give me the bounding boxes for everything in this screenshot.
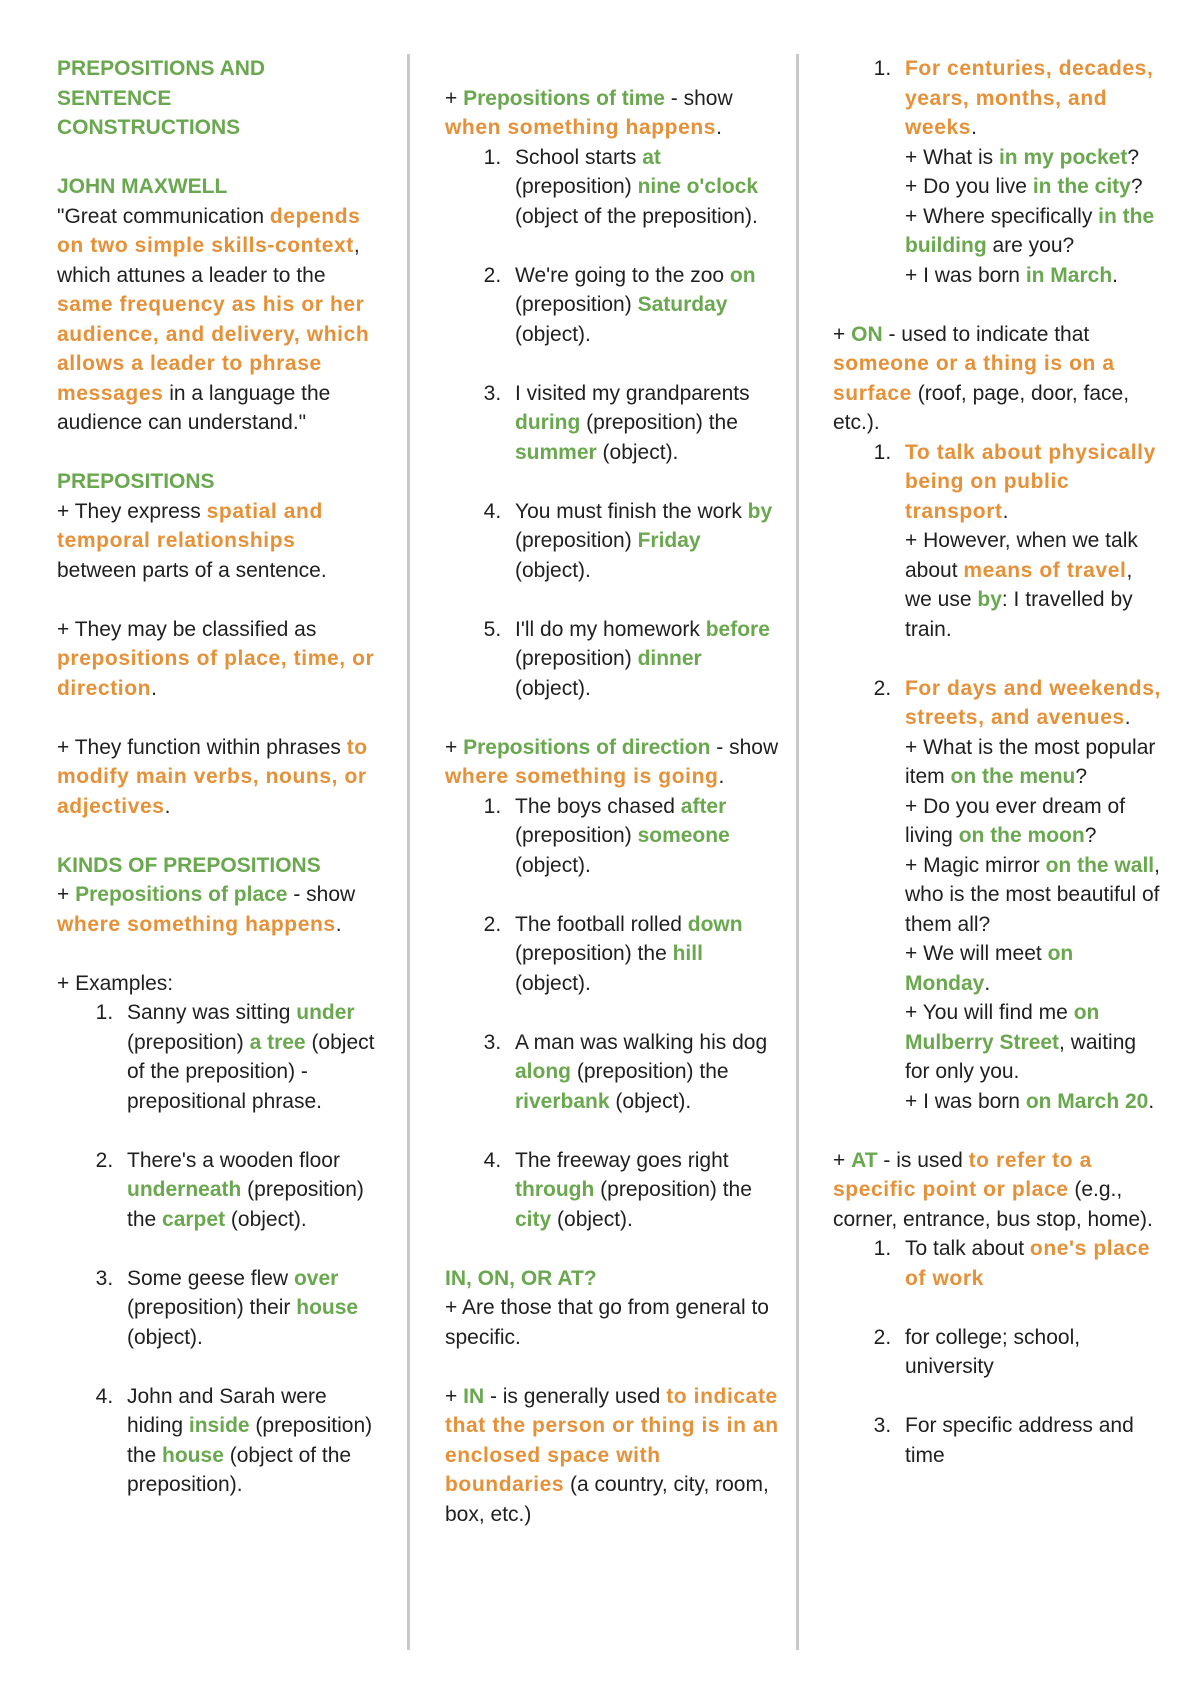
- examples-label: + Examples:: [57, 971, 174, 995]
- direction-definition: + Prepositions of direction - show where something is going.: [445, 735, 779, 788]
- column-two: [445, 54, 780, 1529]
- list-item: 3. For specific address and time: [897, 1411, 1163, 1470]
- column-three: [833, 54, 1163, 1470]
- kinds-heading: KINDS OF PREPOSITIONS: [57, 853, 321, 877]
- list-item: 1. Sanny was sitting under (preposition) a tree (object of the preposition) - prepositional phrase.: [119, 998, 377, 1116]
- list-item: 4. John and Sarah were hiding inside (preposition) the house (object of the preposition).: [119, 1382, 377, 1500]
- column-one: [57, 54, 377, 1500]
- prepositions-point-2: + They may be classified as prepositions of place, time, or direction.: [57, 617, 375, 700]
- list-item: 2. for college; school, university: [897, 1323, 1163, 1382]
- list-item: 5. I'll do my homework before (preposition) dinner (object).: [507, 615, 780, 704]
- in-on-at-intro: + Are those that go from general to specific.: [445, 1296, 769, 1349]
- in-examples-list: [825, 54, 1163, 290]
- title-line-3: CONSTRUCTIONS: [57, 116, 241, 139]
- in-definition: + IN - is generally used to indicate that the person or thing is in an enclosed space with boundaries (a country, city, room, box, etc.): [445, 1384, 779, 1526]
- list-item: 3. Some geese flew over (preposition) their house (object).: [119, 1264, 377, 1353]
- on-definition: + ON - used to indicate that someone or a thing is on a surface (roof, page, door, face, etc.).: [833, 322, 1130, 434]
- column-divider-right: [796, 54, 799, 1650]
- document-title: [57, 54, 377, 143]
- column-divider-left: [407, 54, 410, 1650]
- list-item: 2. We're going to the zoo on (preposition) Saturday (object).: [507, 261, 780, 350]
- list-item: 1. School starts at (preposition) nine o'clock (object of the preposition).: [507, 143, 780, 232]
- maxwell-quote: "Great communication depends on two simple skills-context, which attunes a leader to the same frequency as his or her audience, and delivery, which allows a leader to phrase messages in a language the audience can understand.": [57, 204, 370, 434]
- list-item: 3. I visited my grandparents during (preposition) the summer (object).: [507, 379, 780, 468]
- list-item: 1. To talk about physically being on public transport. + However, when we talk about means of travel, we use by: I travelled by train.: [897, 438, 1163, 645]
- list-item: 2. There's a wooden floor underneath (preposition) the carpet (object).: [119, 1146, 377, 1235]
- prepositions-heading: PREPOSITIONS: [57, 470, 215, 493]
- list-item: 4. You must finish the work by (preposition) Friday (object).: [507, 497, 780, 586]
- author-heading: JOHN MAXWELL: [57, 175, 228, 198]
- list-item: 4. The freeway goes right through (preposition) the city (object).: [507, 1146, 780, 1235]
- place-examples-list: [57, 998, 377, 1500]
- time-definition: + Prepositions of time - show when something happens.: [445, 86, 733, 139]
- at-definition: + AT - is used to refer to a specific point or place (e.g., corner, entrance, bus stop, home).: [833, 1148, 1153, 1231]
- title-line-1: PREPOSITIONS AND: [57, 57, 266, 80]
- direction-examples-list: [445, 792, 780, 1235]
- list-item: 2. The football rolled down (preposition) the hill (object).: [507, 910, 780, 999]
- prepositions-point-3: + They function within phrases to modify main verbs, nouns, or adjectives.: [57, 735, 368, 818]
- list-item: 2. For days and weekends, streets, and avenues. + What is the most popular item on the menu? + Do you ever dream of living on the moon? + Magic mirror on the wall, who is the most beautiful of them all? + We will meet on Monday. + You will find me on Mulberry Street, waiting for only you. + I was born on March 20.: [897, 674, 1163, 1117]
- in-on-at-heading: IN, ON, OR AT?: [445, 1266, 597, 1290]
- list-item: 1. The boys chased after (preposition) someone (object).: [507, 792, 780, 881]
- list-item: 3. A man was walking his dog along (preposition) the riverbank (object).: [507, 1028, 780, 1117]
- on-examples-list: [825, 438, 1163, 1117]
- list-item: 1. For centuries, decades, years, months, and weeks. + What is in my pocket? + Do you live in the city? + Where specifically in the building are you? + I was born in March.: [897, 54, 1163, 290]
- title-line-2: SENTENCE: [57, 86, 172, 110]
- at-examples-list: [825, 1234, 1163, 1470]
- prepositions-point-1: + They express spatial and temporal relationships between parts of a sentence.: [57, 499, 327, 582]
- place-definition: + Prepositions of place - show where something happens.: [57, 883, 356, 936]
- time-examples-list: [445, 143, 780, 704]
- list-item: 1. To talk about one's place of work: [897, 1234, 1163, 1293]
